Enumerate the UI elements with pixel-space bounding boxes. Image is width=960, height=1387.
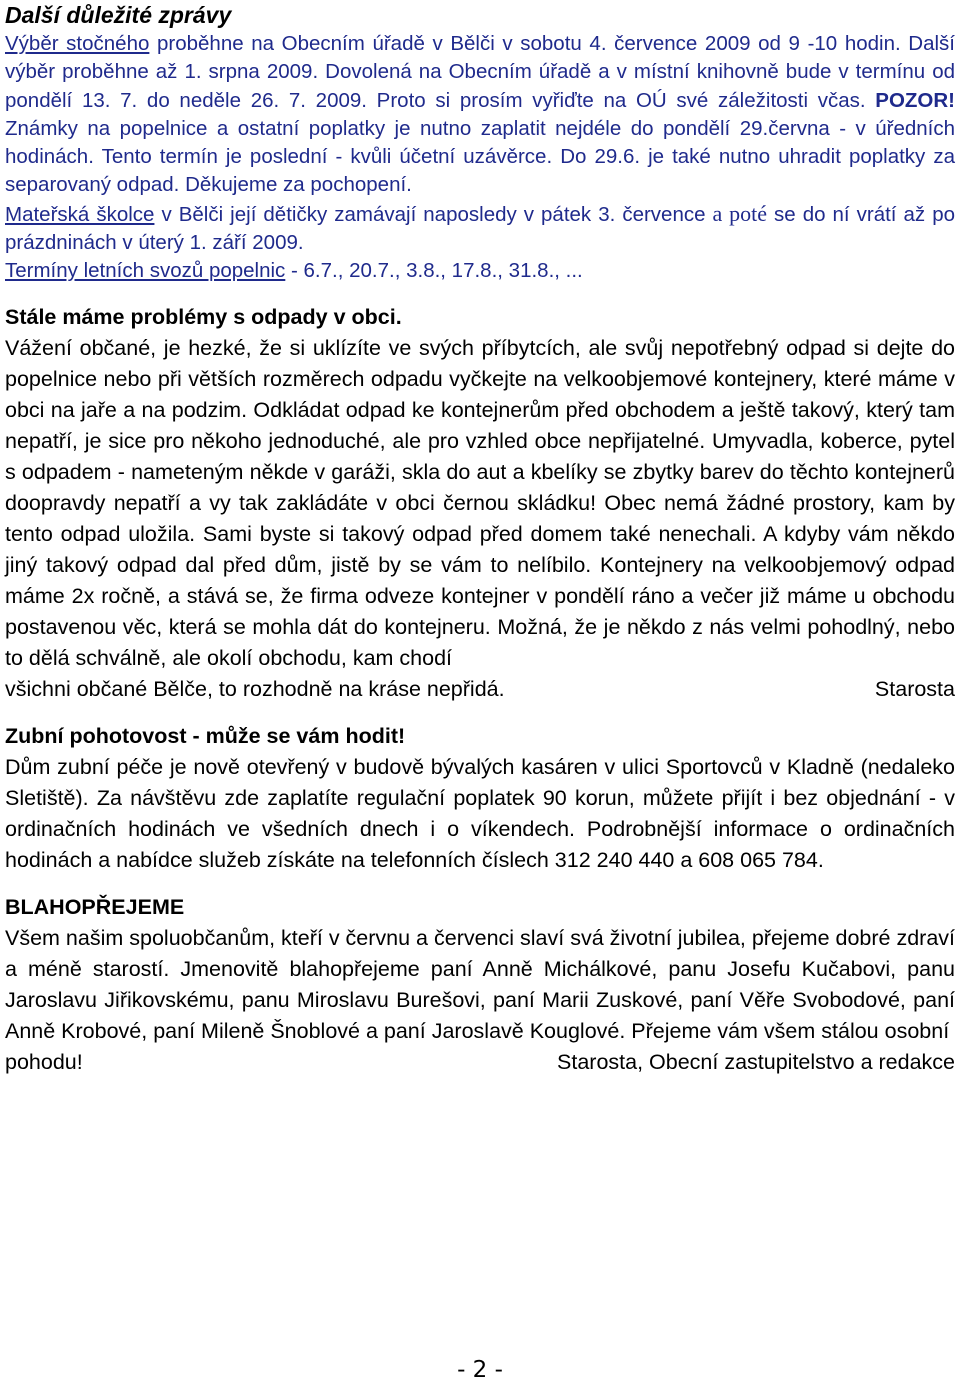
news-kindergarten-heading: Mateřská školce xyxy=(5,202,155,226)
dental-text: Dům zubní péče je nově otevřený v budově bývalých kasáren v ulici Sportovců v Kladně (nedaleko Sletiště). Za návštěvu zde zaplatíte regulační poplatek 90 korun, můžete přijít i bez objednání - v ordinačních hodinách ve všedních dnech i o víkendech. Podrobnější informace o ordinačních hodinách a nabídce služeb získáte na telefonních číslech 312 240 440 a 608 065 784. xyxy=(5,754,955,872)
news-section xyxy=(5,30,955,286)
page-title: Další důležité zprávy xyxy=(5,2,232,28)
waste-signature: Starosta xyxy=(874,676,955,701)
news-holiday-text: Dovolená na Obecním úřadě a v místní knihovně bude v termínu od pondělí 13. 7. do neděle 26. 7. 2009. Proto si prosím vyřiďte na OÚ své záležitosti včas. xyxy=(5,60,955,112)
page-number: - 2 - xyxy=(457,1357,503,1383)
news-kindergarten-then: a poté xyxy=(712,200,767,226)
news-collection-text: proběhne na Obecním úřadě v Bělči v sobotu 4. července 2009 od 9 -10 hodin. Další výběr proběhne až 1. srpna 2009. xyxy=(5,32,955,84)
waste-heading: Stále máme problémy s odpady v obci. xyxy=(5,304,402,329)
news-collection-dates: - 6.7., 20.7., 3.8., 17.8., 31.8., ... xyxy=(285,259,583,283)
newsletter-page xyxy=(5,0,955,1078)
news-collection-dates-heading: Termíny letních svozů popelnic xyxy=(5,259,286,283)
waste-last-sentence: všichni občané Bělče, to rozhodně na kráse nepřidá. xyxy=(5,676,505,701)
waste-closing-line xyxy=(5,674,955,705)
waste-text: Vážení občané, je hezké, že si uklízíte ve svých příbytcích, ale svůj nepotřebný odpad si dejte do popelnice nebo při větších rozměrech odpadu vyčkejte na velkoobjemové kontejnery, které máme v obci na jaře a na podzim. Odkládat odpad ke kontejnerům před obchodem a ještě takový, který tam nepatří, je sice pro někoho jednoduché, ale pro vzhled obce nepřijatelné. Umyvadla, koberce, pytel s odpadem - nameteným někde v garáži, skla do aut a kbelíky se zbytky barev do těchto kontejnerů doopravdy nepatří a vy tak zakládáte v obci černou skládku! Obec nemá žádné prostory, kam by tento odpad uložila. Sami byste si takový odpad před domem také nenechali. A kdyby vám někdo jiný takový odpad dal před dům, jistě by se vám to nelíbilo. Kontejnery na velkoobjemový odpad máme 2x ročně, a stává se, že firma odveze kontejner v pondělí ráno a večer již máme u obchodu postavenou věc, která se mohla dát do kontejneru. Možná, že je někdo z nás velmi pohodlný, nebo to dělá schválně, ale okolí obchodu, kam chodí xyxy=(5,335,955,670)
congrats-signature: Starosta, Obecní zastupitelstvo a redakce xyxy=(557,1049,955,1074)
news-fees-text: Známky na popelnice a ostatní poplatky je nutno zaplatit nejdéle do pondělí 29.června - v úředních hodinách. Tento termín je poslední - kvůli účetní uzávěrce. Do 29.6. je také nutno uhradit poplatky za separovaný odpad. Děkujeme za pochopení. xyxy=(5,116,955,197)
spacer xyxy=(5,876,955,892)
congrats-heading: BLAHOPŘEJEME xyxy=(5,894,185,919)
congrats-closing-line xyxy=(5,1047,955,1078)
spacer xyxy=(5,705,955,721)
congrats-last-word: pohodu! xyxy=(5,1049,83,1074)
dental-article xyxy=(5,721,955,876)
news-kindergarten-text: v Bělči její dětičky zamávají naposledy v pátek 3. července xyxy=(154,202,713,226)
spacer xyxy=(5,286,955,302)
congrats-article xyxy=(5,892,955,1078)
news-kindergarten-return: se do ní vrátí až po prázdninách v úterý 1. září 2009. xyxy=(5,202,955,255)
news-warning-label: POZOR! xyxy=(875,88,955,112)
congrats-text: Všem našim spoluobčanům, kteří v červnu a červenci slaví svá životní jubilea, přejeme dobré zdraví a méně starostí. Jmenovitě blahopřejeme paní Anně Michálkové, panu Josefu Kučabovi, panu Jaroslavu Jiřikovskému, panu Miroslavu Burešovi, paní Marii Zuskové, paní Věře Svobodové, paní Anně Krobové, paní Mileně Šnoblové a paní Jaroslavě Kouglové. Přejeme vám všem stálou osobní xyxy=(5,925,956,1043)
dental-heading: Zubní pohotovost - může se vám hodit! xyxy=(5,723,406,748)
news-collection-heading: Výběr stočného xyxy=(5,32,150,55)
waste-article xyxy=(5,302,955,705)
